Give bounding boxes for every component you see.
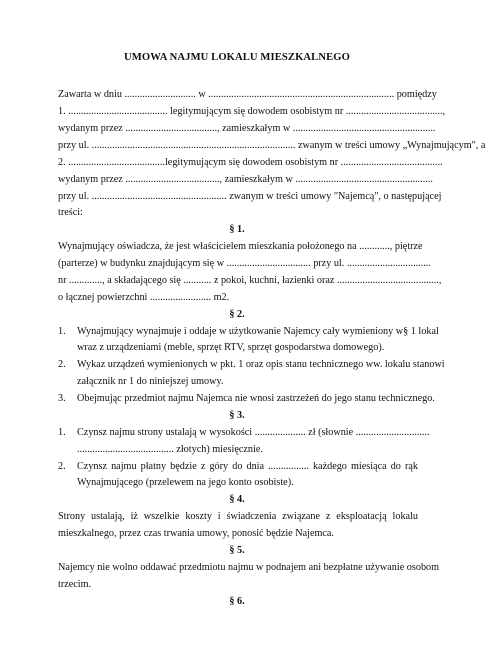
- list-item-line: Wynajmującego (przelewem na jego konto osobiste).: [77, 477, 294, 488]
- list-number: 1.: [58, 326, 66, 337]
- list-item-line: Wykaz urządzeń wymienionych w pkt. 1 oraz opis stanu technicznego ww. lokalu stanowi: [77, 359, 445, 370]
- section-heading: § 4.: [229, 494, 245, 505]
- list-item-line: Czynsz najmu płatny będzie z góry do dnia ................ każdego miesiąca do rąk: [77, 461, 418, 472]
- list-item-line: Wynajmujący wynajmuje i oddaje w użytkowanie Najemcy cały wymieniony w§ 1 lokal: [77, 326, 439, 337]
- list-number: 2.: [58, 359, 66, 370]
- section-line: o łącznej powierzchni ........................ m2.: [58, 292, 230, 303]
- intro-line: 1. ....................................... legitymującym się dowodem osobistym nr ......................................,: [58, 106, 446, 117]
- intro-line: Zawarta w dniu ............................ w ......................................................................... pomiędzy: [58, 89, 437, 100]
- intro-line: przy ul. ..................................................... zwanym w treści umowy "Najemcą", o następującej: [58, 191, 442, 202]
- intro-line: treści:: [58, 207, 83, 218]
- list-item-line: załącznik nr 1 do niniejszej umowy.: [77, 376, 224, 387]
- list-item-line: Obejmując przedmiot najmu Najemca nie wnosi zastrzeżeń do jego stanu technicznego.: [77, 393, 435, 404]
- section-heading: § 3.: [229, 410, 245, 421]
- intro-line: wydanym przez ...................................., zamieszkałym w ........................................................: [58, 123, 436, 134]
- section-heading: § 5.: [229, 545, 245, 556]
- list-item-line: wraz z urządzeniami (meble, sprzęt RTV, sprzęt gospodarstwa domowego).: [77, 342, 385, 353]
- document-title: UMOWA NAJMU LOKALU MIESZKALNEGO: [124, 52, 350, 63]
- section-line: mieszkalnego, przez czas trwania umowy, ponosić będzie Najemca.: [58, 528, 334, 539]
- intro-line: wydanym przez ....................................., zamieszkałym w ......................................................: [58, 174, 433, 185]
- list-number: 3.: [58, 393, 66, 404]
- section-heading: § 1.: [229, 224, 245, 235]
- list-item-line: Czynsz najmu strony ustalają w wysokości .................... zł (słownie .............................: [77, 427, 430, 438]
- section-line: trzecim.: [58, 579, 92, 590]
- section-line: (parterze) w budynku znajdującym się w ................................. przy ul. .................................: [58, 258, 431, 269]
- section-heading: § 6.: [229, 596, 245, 607]
- section-line: Strony ustalają, iż wszelkie koszty i świadczenia związane z eksploatacją lokalu: [58, 511, 418, 522]
- intro-line: przy ul. ................................................................................ zwanym w treści umowy „Wynajmującym", a: [58, 140, 485, 151]
- section-heading: § 2.: [229, 309, 245, 320]
- intro-line: 2. ......................................legitymującym się dowodem osobistym nr ........................................: [58, 157, 443, 168]
- list-number: 1.: [58, 427, 66, 438]
- section-line: Najemcy nie wolno oddawać przedmiotu najmu w podnajem ani bezpłatne używanie osobom: [58, 562, 440, 573]
- section-line: nr ............., a składającego się ........... z pokoi, kuchni, łazienki oraz ........................................,: [58, 275, 442, 286]
- list-item-line: ...................................... złotych) miesięcznie.: [77, 444, 263, 455]
- section-line: Wynajmujący oświadcza, że jest właścicielem mieszkania położonego na ............, piętrze: [58, 241, 423, 252]
- list-number: 2.: [58, 461, 66, 472]
